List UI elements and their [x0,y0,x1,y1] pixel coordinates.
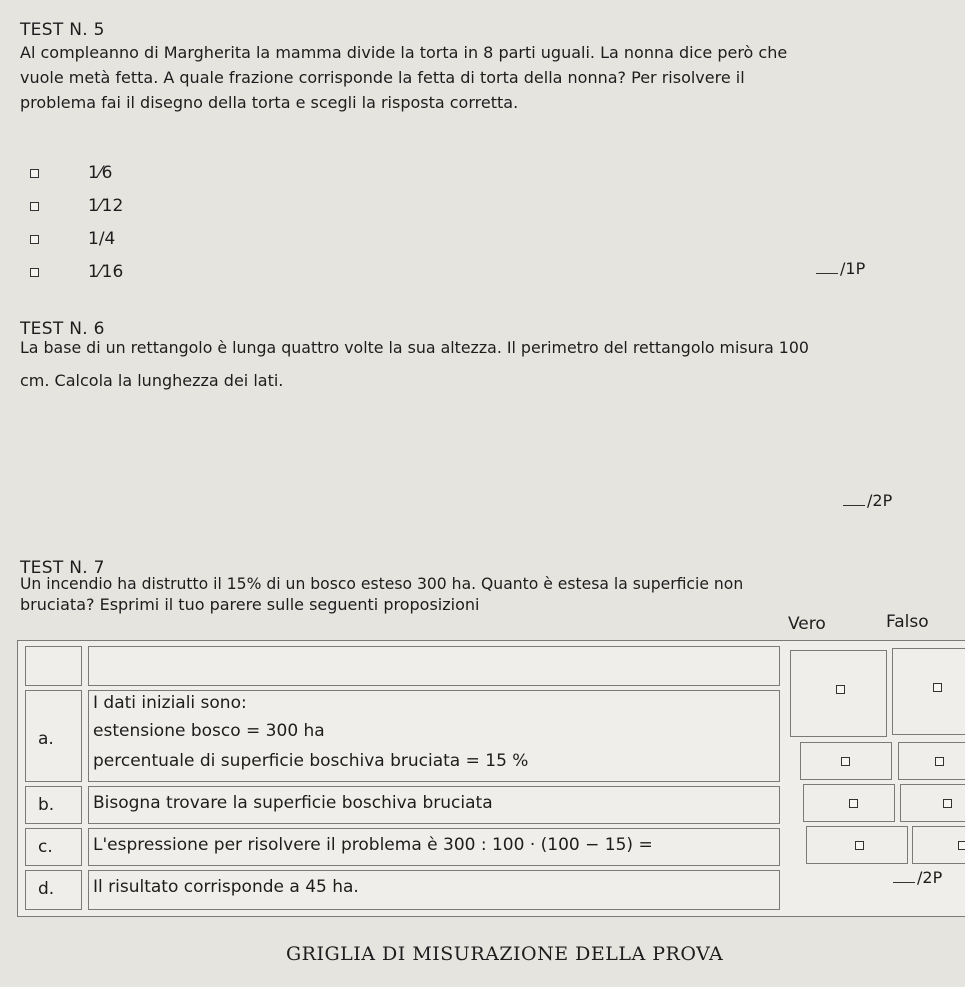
header-falso-cell [880,606,965,640]
row-b-falso-checkbox[interactable] [935,757,944,766]
score-blank[interactable] [816,259,838,274]
row-b-vero-cell [800,742,892,780]
row-a-vero-checkbox[interactable] [836,685,845,694]
test5-line-1: Al compleanno di Margherita la mamma divide la torta in 8 parti uguali. La nonna dice però che [20,43,788,62]
row-c-vero-checkbox[interactable] [849,799,858,808]
test5-line-3: problema fai il disegno della torta e scegli la risposta corretta. [20,93,519,112]
row-b-vero-checkbox[interactable] [841,757,850,766]
row-d-vero-checkbox[interactable] [855,841,864,850]
option-checkbox[interactable] [30,268,39,277]
row-a-line-2: estensione bosco = 300 ha [93,721,325,741]
score-blank[interactable] [843,491,865,506]
header-text-cell [88,646,780,686]
test7-line-2: bruciata? Esprimi il tuo parere sulle seguenti proposizioni [20,595,480,614]
row-a-line-1: I dati iniziali sono: [93,693,247,713]
test5-question [20,40,940,115]
score-label: /2P [917,868,943,887]
test5-option-4[interactable] [30,260,124,284]
row-c-falso-checkbox[interactable] [943,799,952,808]
option-label: 1/4 [88,229,116,249]
test7-line-1: Un incendio ha distrutto il 15% di un bosco esteso 300 ha. Quanto è estesa la superficie non [20,575,744,593]
row-a-letter-cell [25,690,82,782]
test6-score [843,491,892,510]
row-d-text-cell [88,870,780,910]
test5-score [816,259,865,278]
score-label: /1P [840,259,866,278]
test6-heading: TEST N. 6 [20,319,105,339]
row-letter: c. [38,837,53,857]
row-b-text-cell [88,786,780,824]
row-letter: b. [38,795,55,815]
header-vero-cell [782,608,876,642]
option-label: 1⁄6 [88,163,113,183]
row-d-falso-checkbox[interactable] [958,841,965,850]
option-checkbox[interactable] [30,169,39,178]
test6-line-1: La base di un rettangolo è lunga quattro volte la sua altezza. Il perimetro del rettangolo misura 100 [20,338,809,357]
row-c-letter-cell [25,828,82,866]
column-header-falso: Falso [886,612,929,632]
option-checkbox[interactable] [30,235,39,244]
column-header-vero: Vero [788,614,826,634]
row-a-falso-cell [892,648,965,735]
row-c-falso-cell [900,784,965,822]
test5-heading: TEST N. 5 [20,20,105,40]
test5-option-3[interactable] [30,227,116,251]
row-letter: d. [38,879,55,899]
row-b-letter-cell [25,786,82,824]
test6-line-2: cm. Calcola la lunghezza dei lati. [20,371,284,390]
row-b-text: Bisogna trovare la superficie boschiva bruciata [93,793,493,813]
row-letter: a. [38,729,54,749]
row-a-falso-checkbox[interactable] [933,683,942,692]
test7-score [893,868,942,887]
row-c-vero-cell [803,784,895,822]
footer-title: GRIGLIA DI MISURAZIONE DELLA PROVA [286,943,724,965]
row-c-text-cell [88,828,780,866]
test5-line-2: vuole metà fetta. A quale frazione corrisponde la fetta di torta della nonna? Per risolvere il [20,68,745,87]
row-a-line-3: percentuale di superficie boschiva bruciata = 15 % [93,751,529,771]
option-label: 1⁄16 [88,262,124,282]
row-a-text-cell [88,690,780,782]
test7-heading: TEST N. 7 [20,558,105,578]
row-c-text: L'espressione per risolvere il problema è 300 : 100 · (100 − 15) = [93,835,653,855]
row-d-falso-cell [912,826,965,864]
score-label: /2P [867,491,893,510]
header-letter-cell [25,646,82,686]
row-d-letter-cell [25,870,82,910]
option-checkbox[interactable] [30,202,39,211]
row-d-vero-cell [806,826,908,864]
test6-question [20,335,950,393]
row-b-falso-cell [898,742,965,780]
test5-option-2[interactable] [30,194,124,218]
option-label: 1⁄12 [88,196,124,216]
row-a-vero-cell [790,650,887,737]
score-blank[interactable] [893,868,915,883]
row-d-text: Il risultato corrisponde a 45 ha. [93,877,359,897]
test5-option-1[interactable] [30,161,113,185]
